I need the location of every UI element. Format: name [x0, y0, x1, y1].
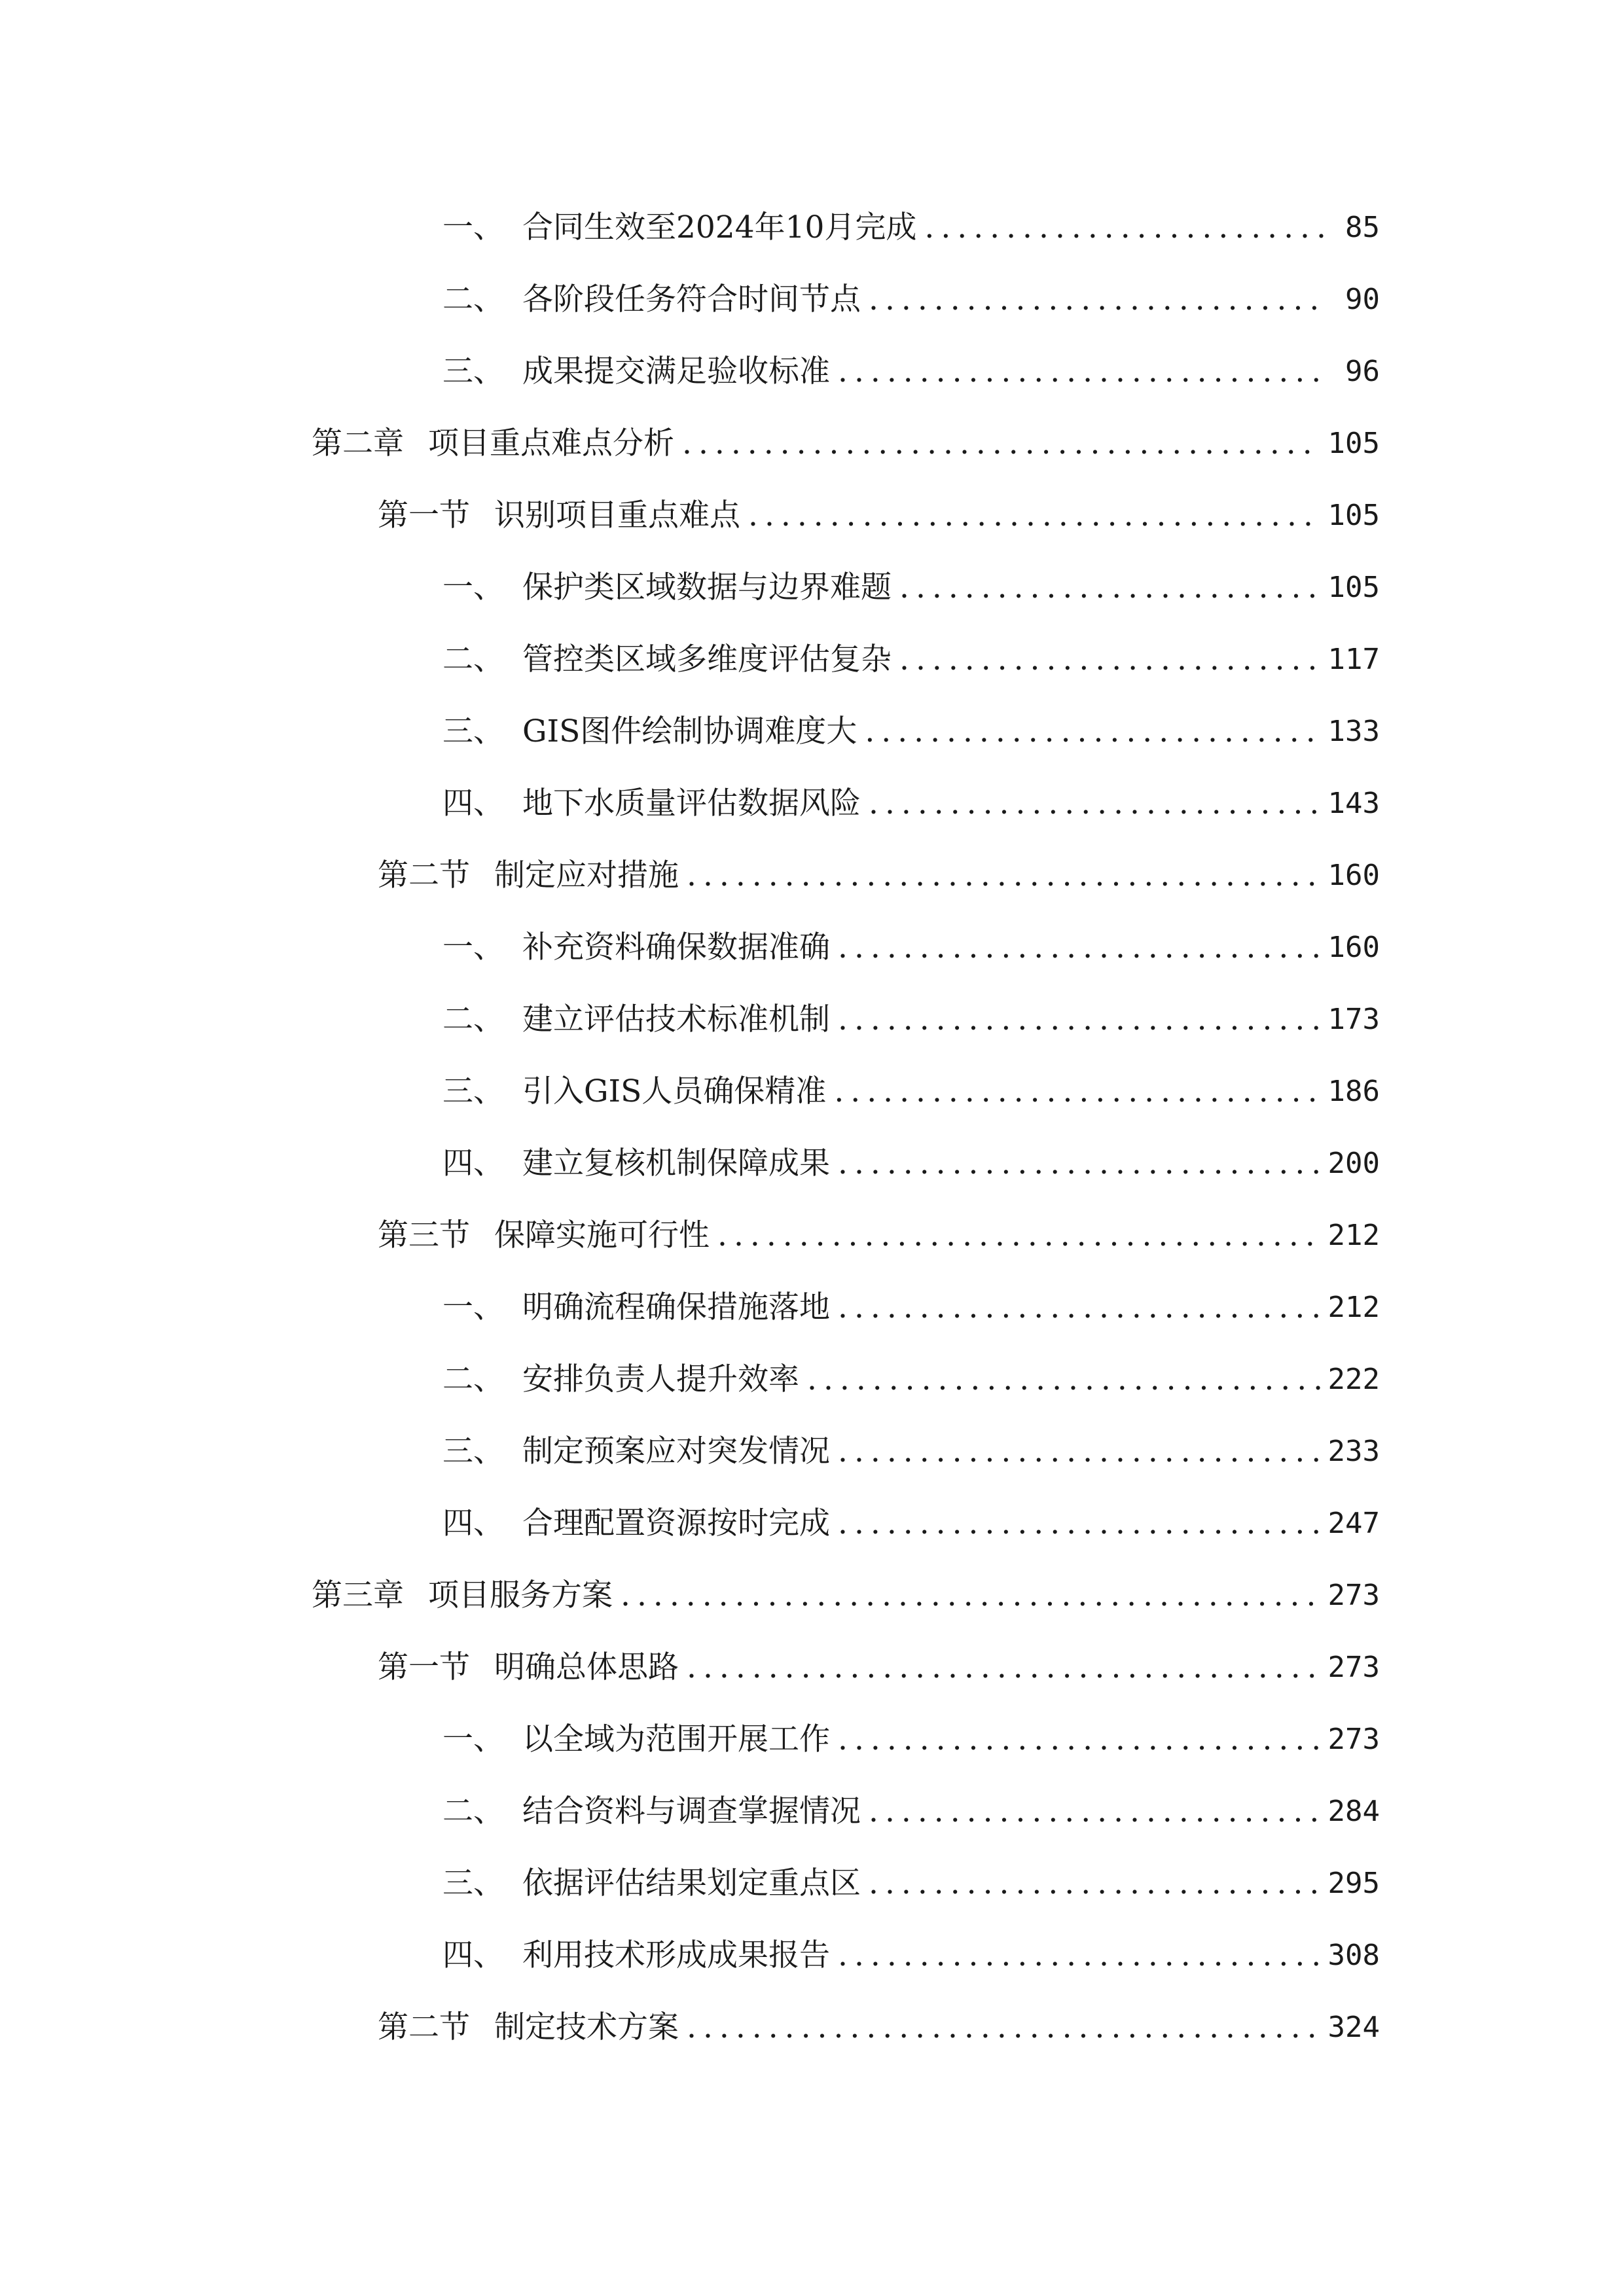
toc-entry[interactable] — [442, 1785, 1380, 1838]
toc-leader-dots — [834, 1066, 1320, 1118]
toc-entry[interactable] — [442, 346, 1380, 398]
toc-entry-number: 一、 — [442, 209, 504, 245]
toc-entry[interactable] — [442, 1498, 1380, 1550]
toc-entry-number: 一、 — [442, 1289, 504, 1325]
toc-leader-dots — [838, 922, 1320, 974]
toc-entry-title: 保障实施可行性 — [494, 1217, 710, 1253]
toc-entry[interactable] — [442, 634, 1380, 686]
toc-leader-dots — [717, 1210, 1320, 1262]
toc-entry-page: 96 — [1345, 355, 1380, 388]
toc-entry-title: 合理配置资源按时完成 — [522, 1505, 830, 1541]
toc-entry-number: 三、 — [442, 1073, 504, 1109]
toc-entry[interactable] — [442, 994, 1380, 1046]
toc-leader-dots — [838, 1713, 1320, 1766]
toc-entry-title: 引入GIS人员确保精准 — [522, 1073, 827, 1109]
toc-entry-title: 成果提交满足验收标准 — [522, 353, 830, 389]
toc-entry-number: 第二节 — [378, 2009, 470, 2045]
toc-entry-page: 273 — [1327, 1723, 1380, 1756]
toc-entry[interactable] — [442, 1282, 1380, 1334]
toc-entry[interactable] — [442, 274, 1380, 326]
toc-entry[interactable] — [442, 706, 1380, 758]
toc-entry-title: 明确总体思路 — [494, 1649, 679, 1685]
toc-leader-dots — [838, 346, 1326, 398]
toc-entry-number: 二、 — [442, 641, 504, 677]
toc-leader-dots — [869, 778, 1320, 830]
toc-entry-page: 186 — [1327, 1075, 1380, 1108]
toc-leader-dots — [838, 1426, 1320, 1478]
toc-entry-title: 识别项目重点难点 — [494, 497, 740, 533]
toc-entry-number: 四、 — [442, 785, 504, 821]
toc-entry-number: 第二章 — [312, 425, 404, 461]
toc-leader-dots — [748, 490, 1320, 542]
toc-entry-number: 三、 — [442, 713, 504, 749]
toc-leader-dots — [687, 850, 1320, 902]
toc-entry-number: 第三章 — [312, 1577, 404, 1613]
toc-entry-page: 133 — [1327, 715, 1380, 748]
toc-entry-page: 212 — [1327, 1219, 1380, 1252]
toc-entry-title: 保护类区域数据与边界难题 — [522, 569, 892, 605]
toc-entry-number: 三、 — [442, 353, 504, 389]
toc-entry-page: 212 — [1327, 1291, 1380, 1324]
toc-entry-page: 143 — [1327, 787, 1380, 820]
toc-entry-title: GIS图件绘制协调难度大 — [522, 713, 857, 749]
toc-leader-dots — [899, 562, 1320, 614]
toc-leader-dots — [899, 634, 1320, 686]
toc-entry-page: 173 — [1327, 1003, 1380, 1036]
toc-entry[interactable] — [442, 1857, 1380, 1910]
toc-entry-title: 项目重点难点分析 — [428, 425, 674, 461]
toc-leader-dots — [687, 1641, 1320, 1694]
toc-leader-dots — [869, 1785, 1320, 1838]
toc-entry-page: 105 — [1327, 499, 1380, 532]
toc-entry-title: 管控类区域多维度评估复杂 — [522, 641, 892, 677]
toc-entry-title: 依据评估结果划定重点区 — [522, 1865, 861, 1901]
toc-leader-dots — [838, 1929, 1320, 1982]
toc-entry[interactable] — [442, 562, 1380, 614]
toc-entry-page: 200 — [1327, 1147, 1380, 1180]
toc-entry-page: 160 — [1327, 859, 1380, 892]
toc-entry-page: 284 — [1327, 1795, 1380, 1828]
toc-entry-title: 制定技术方案 — [494, 2009, 679, 2045]
toc-entry-number: 三、 — [442, 1433, 504, 1469]
toc-leader-dots — [924, 202, 1326, 254]
toc-entry-number: 二、 — [442, 281, 504, 317]
toc-entry-page: 295 — [1327, 1867, 1380, 1900]
toc-entry-page: 90 — [1345, 283, 1380, 316]
toc-leader-dots — [838, 1498, 1320, 1550]
toc-entry-number: 四、 — [442, 1505, 504, 1541]
toc-entry-title: 明确流程确保措施落地 — [522, 1289, 830, 1325]
toc-entry-number: 第一节 — [378, 497, 470, 533]
toc-leader-dots — [621, 1570, 1320, 1622]
toc-entry[interactable] — [442, 1426, 1380, 1478]
toc-entry-title: 建立复核机制保障成果 — [522, 1145, 830, 1181]
toc-entry[interactable] — [442, 1354, 1380, 1406]
toc-leader-dots — [807, 1354, 1320, 1406]
toc-entry-number: 一、 — [442, 929, 504, 965]
toc-entry-number: 四、 — [442, 1145, 504, 1181]
toc-leader-dots — [682, 418, 1320, 470]
toc-leader-dots — [838, 1282, 1320, 1334]
toc-entry-page: 105 — [1327, 571, 1380, 604]
toc-entry-title: 利用技术形成成果报告 — [522, 1937, 830, 1973]
toc-entry-title: 地下水质量评估数据风险 — [522, 785, 861, 821]
toc-entry[interactable] — [442, 1713, 1380, 1766]
toc-leader-dots — [838, 994, 1320, 1046]
toc-entry-title: 制定应对措施 — [494, 857, 679, 893]
toc-entry-page: 308 — [1327, 1939, 1380, 1972]
toc-entry-title: 项目服务方案 — [428, 1577, 613, 1613]
toc-entry-number: 二、 — [442, 1793, 504, 1829]
toc-entry-title: 合同生效至2024年10月完成 — [522, 209, 917, 245]
toc-entry-page: 160 — [1327, 931, 1380, 964]
toc-entry-page: 117 — [1327, 643, 1380, 676]
toc-chapter-entry[interactable] — [312, 418, 1380, 470]
toc-entry-number: 三、 — [442, 1865, 504, 1901]
toc-section-entry[interactable] — [378, 1210, 1380, 1262]
toc-entry-title: 建立评估技术标准机制 — [522, 1001, 830, 1037]
toc-entry-page: 222 — [1327, 1363, 1380, 1396]
toc-section-entry[interactable] — [378, 2001, 1380, 2054]
toc-entry-title: 以全域为范围开展工作 — [522, 1721, 830, 1757]
toc-entry-number: 二、 — [442, 1001, 504, 1037]
toc-entry[interactable] — [442, 922, 1380, 974]
toc-entry-number: 四、 — [442, 1937, 504, 1973]
toc-entry-number: 第一节 — [378, 1649, 470, 1685]
toc-entry-title: 各阶段任务符合时间节点 — [522, 281, 861, 317]
toc-entry-page: 105 — [1327, 427, 1380, 460]
toc-leader-dots — [869, 274, 1326, 326]
toc-entry-page: 233 — [1327, 1435, 1380, 1468]
toc-entry[interactable] — [442, 202, 1380, 254]
toc-section-entry[interactable] — [378, 850, 1380, 902]
toc-entry-page: 247 — [1327, 1507, 1380, 1540]
toc-entry-title: 制定预案应对突发情况 — [522, 1433, 830, 1469]
toc-entry-page: 273 — [1327, 1651, 1380, 1684]
toc-leader-dots — [865, 706, 1320, 758]
toc-chapter-entry[interactable] — [312, 1570, 1380, 1622]
toc-entry-title: 结合资料与调查掌握情况 — [522, 1793, 861, 1829]
toc-entry-number: 第三节 — [378, 1217, 470, 1253]
toc-entry[interactable] — [442, 1066, 1380, 1118]
toc-entry[interactable] — [442, 1929, 1380, 1982]
toc-leader-dots — [869, 1857, 1320, 1910]
toc-entry-number: 二、 — [442, 1361, 504, 1397]
toc-entry-page: 273 — [1327, 1579, 1380, 1612]
toc-leader-dots — [687, 2001, 1320, 2054]
toc-section-entry[interactable] — [378, 490, 1380, 542]
toc-entry[interactable] — [442, 778, 1380, 830]
toc-entry-page: 324 — [1327, 2011, 1380, 2044]
toc-section-entry[interactable] — [378, 1641, 1380, 1694]
toc-entry-number: 一、 — [442, 569, 504, 605]
toc-leader-dots — [838, 1138, 1320, 1190]
toc-entry-title: 安排负责人提升效率 — [522, 1361, 799, 1397]
toc-entry-number: 第二节 — [378, 857, 470, 893]
toc-entry[interactable] — [442, 1138, 1380, 1190]
toc-entry-number: 一、 — [442, 1721, 504, 1757]
toc-entry-page: 85 — [1345, 211, 1380, 244]
toc-entry-title: 补充资料确保数据准确 — [522, 929, 830, 965]
